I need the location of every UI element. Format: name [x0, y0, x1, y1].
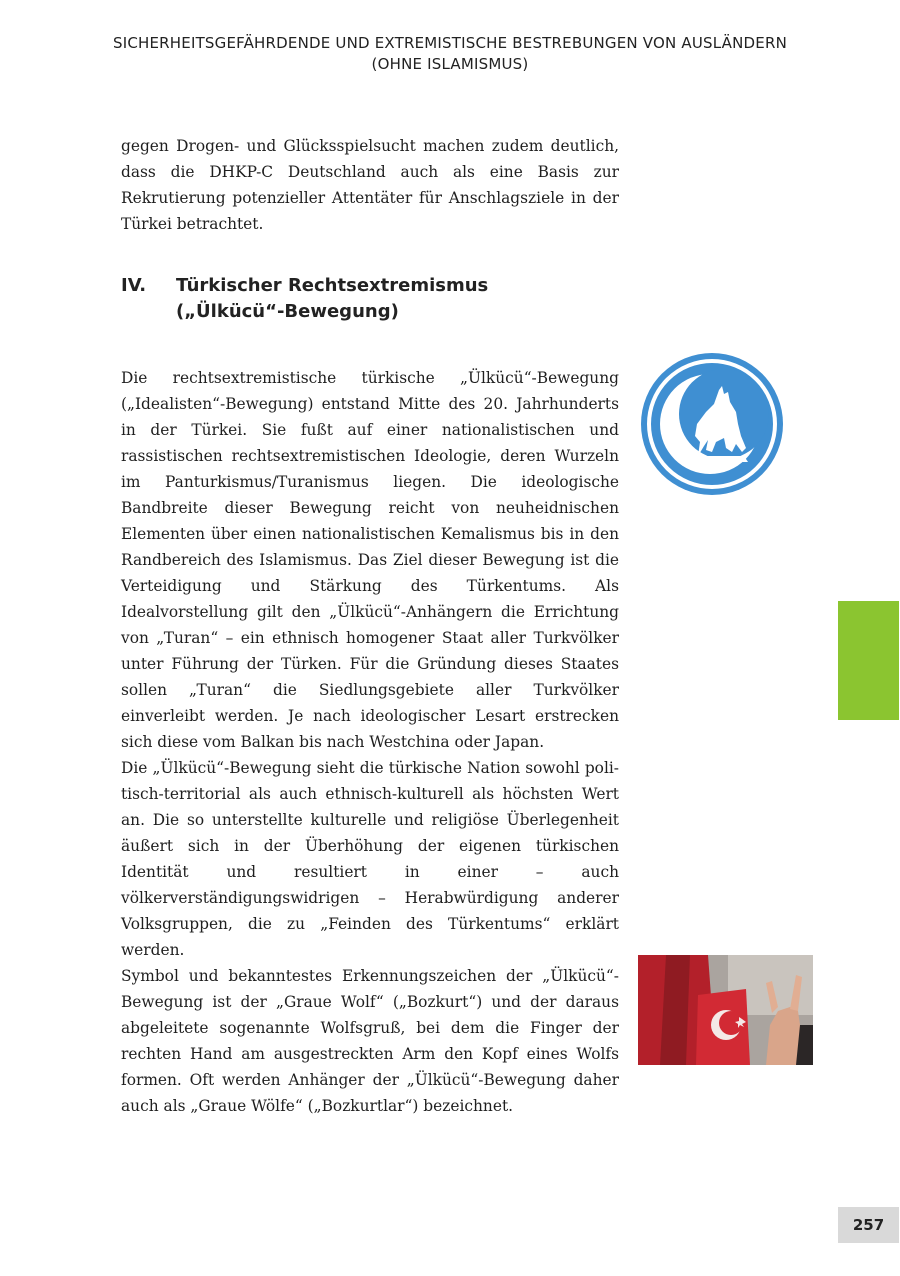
paragraph-nation-ideology: Die „Ülkücü“-Bewegung sieht die türkische Nation sowohl politisch-territorial als auch ethnisch-kulturell als höchsten Wert an. Die so unterstellte kulturelle und religiöse Überlegenheit äußert sich in der Überhöhung der eigenen türkischen Identität und resultiert in einer – auch völkerverständigungswidrigen – Herabwürdigung anderer Volksgruppen, die zu „Feinden des Türkentums“ erklärt werden.: [121, 759, 619, 960]
intro-paragraph: gegen Drogen- und Glücksspielsucht machen zudem deutlich, dass die DHKP-C Deutschland auch als eine Basis zur Rekrutierung potenzieller Attentäter für Anschlagsziele in der Türkei betrachtet.: [121, 137, 619, 234]
section-title-line-2: („Ülkücü“-Bewegung): [176, 301, 399, 322]
section-title: [176, 273, 636, 325]
emblem-rock-base: [690, 456, 748, 462]
section-title-line-1: Türkischer Rechtsextremismus: [176, 275, 489, 296]
chapter-side-tab: [838, 601, 899, 720]
paragraph-grey-wolf-symbol: Symbol und bekanntestes Erkennungszeichen der „Ülkücü“-Bewegung ist der „Graue Wolf“ („Bozkurt“) und der daraus abgeleitete sogenannte Wolfsgruß, bei dem die Finger der rechten Hand am ausgestreckten Arm den Kopf eines Wolfs formen. Oft werden Anhänger der „Ülkücü“-Bewegung daher auch als „Graue Wölfe“ („Bozkurtlar“) bezeichnet.: [121, 967, 619, 1116]
paragraph-movement-origin: Die rechtsextremistische türkische „Ülkücü“-Bewegung („Idealisten“-Bewegung) entstand Mitte des 20. Jahrhunderts in der Türkei. Sie fußt auf einer nationalistischen und rassistischen rechtsextremistischen Ideologie, deren Wurzeln im Panturkismus/Turanismus liegen. Die ideologische Bandbreite dieser Bewegung reicht von neuheidnischen Elementen über einen nationalistischen Kemalismus bis in den Randbereich des Islamismus. Das Ziel dieser Bewegung ist die Verteidigung und Stärkung des Türkentums. Als Idealvorstellung gilt den „Ülkücü“-Anhängern die Errichtung von „Turan“ – ein ethnisch homogener Staat aller Turkvölker unter Führung der Türken. Für die Gründung dieses Staates sollen „Turan“ die Siedlungsgebiete aller Turkvölker einverleibt werden. Je nach ideologischer Lesart erstrecken sich diese vom Balkan bis nach Westchina oder Japan.: [121, 369, 619, 752]
running-header: [0, 33, 900, 75]
running-header-line-1: SICHERHEITSGEFÄHRDENDE UND EXTREMISTISCHE BESTREBUNGEN VON AUSLÄNDERN: [112, 34, 788, 52]
grey-wolf-emblem: [640, 352, 784, 496]
page-number: 257: [838, 1207, 899, 1243]
running-header-line-2: (OHNE ISLAMISMUS): [371, 55, 529, 73]
wolf-salute-photo: [638, 955, 813, 1065]
section-number: IV.: [121, 275, 147, 296]
